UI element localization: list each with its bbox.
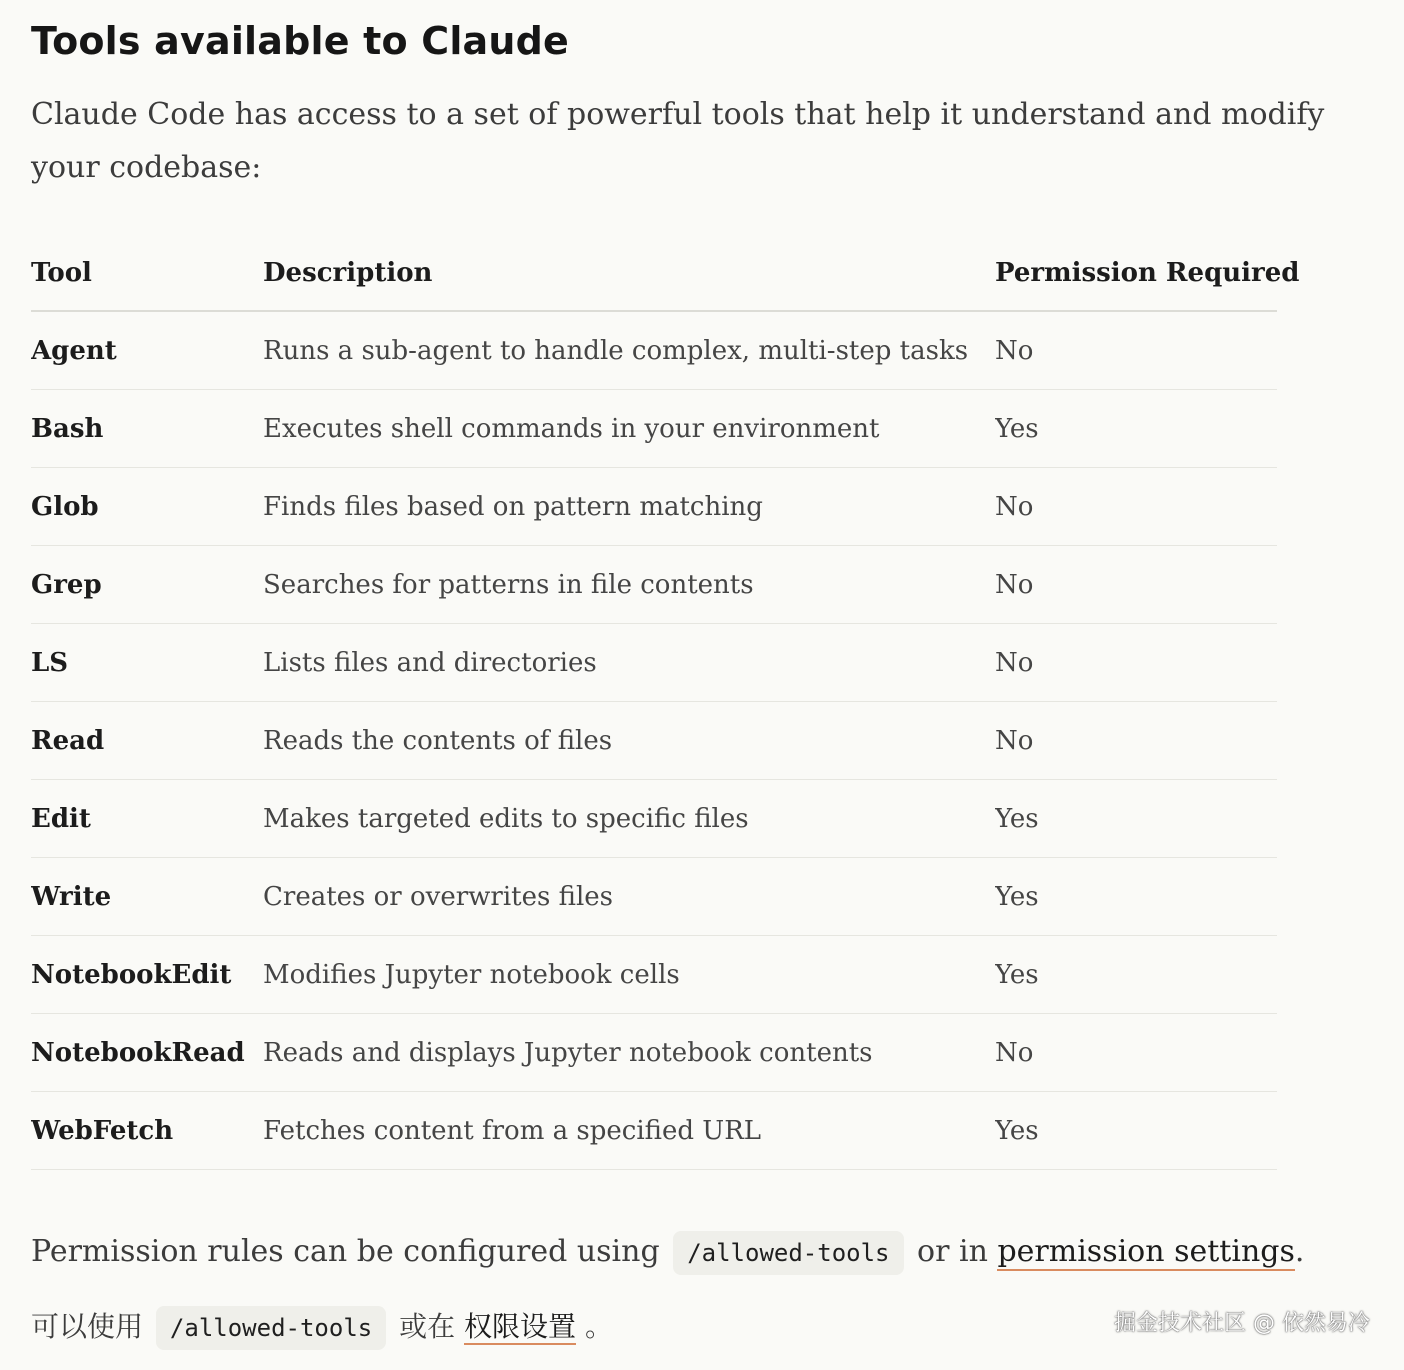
tool-description: Finds files based on pattern matching xyxy=(263,468,995,546)
table-header xyxy=(31,235,1300,311)
tool-name: Write xyxy=(31,858,263,936)
cn-prefix-text: 可以使用 xyxy=(31,1310,144,1343)
rules-suffix-text: . xyxy=(1294,1234,1305,1269)
tool-name: Agent xyxy=(31,311,263,390)
cn-suffix-text: 。 xyxy=(584,1310,613,1343)
tool-permission: No xyxy=(995,546,1277,624)
tool-description: Fetches content from a specified URL xyxy=(263,1092,995,1170)
table-row xyxy=(31,858,1277,936)
tool-description: Runs a sub-agent to handle complex, multi-step tasks xyxy=(263,311,995,390)
tool-permission: Yes xyxy=(995,780,1277,858)
tools-table xyxy=(31,235,1300,1170)
header-permission-required: Permission Required xyxy=(995,235,1277,311)
tool-permission: Yes xyxy=(995,390,1277,468)
header-description: Description xyxy=(263,235,995,311)
tool-name: Edit xyxy=(31,780,263,858)
cn-allowed-tools-code: /allowed-tools xyxy=(156,1306,386,1350)
table-row xyxy=(31,1014,1277,1092)
tool-name: Read xyxy=(31,702,263,780)
tool-name: WebFetch xyxy=(31,1092,263,1170)
chinese-translation-paragraph xyxy=(31,1301,613,1353)
tool-name: LS xyxy=(31,624,263,702)
tool-permission: No xyxy=(995,311,1277,390)
rules-middle-text: or in xyxy=(917,1234,988,1269)
tool-permission: No xyxy=(995,1014,1277,1092)
tool-name: Grep xyxy=(31,546,263,624)
table-row xyxy=(31,624,1277,702)
tool-permission: No xyxy=(995,624,1277,702)
tool-description: Reads the contents of files xyxy=(263,702,995,780)
page-title: Tools available to Claude xyxy=(31,19,570,63)
table-row xyxy=(31,468,1277,546)
table-row xyxy=(31,311,1277,390)
permission-rules-paragraph xyxy=(31,1226,1304,1278)
header-tool: Tool xyxy=(31,235,263,311)
juejin-watermark: 掘金技术社区 @ 依然易冷 xyxy=(1114,1311,1370,1336)
table-row xyxy=(31,1092,1277,1170)
tool-description: Modifies Jupyter notebook cells xyxy=(263,936,995,1014)
tool-description: Searches for patterns in file contents xyxy=(263,546,995,624)
permission-settings-link[interactable]: permission settings xyxy=(997,1234,1295,1269)
table-row xyxy=(31,546,1277,624)
tool-description: Executes shell commands in your environment xyxy=(263,390,995,468)
table-row xyxy=(31,390,1277,468)
tool-permission: No xyxy=(995,702,1277,780)
table-body xyxy=(31,311,1277,1170)
tool-permission: No xyxy=(995,468,1277,546)
cn-permission-settings-link[interactable]: 权限设置 xyxy=(464,1310,577,1343)
table-row xyxy=(31,702,1277,780)
table-row xyxy=(31,780,1277,858)
tool-description: Lists files and directories xyxy=(263,624,995,702)
rules-prefix-text: Permission rules can be configured using xyxy=(31,1234,660,1269)
tool-permission: Yes xyxy=(995,858,1277,936)
tool-name: NotebookRead xyxy=(31,1014,263,1092)
table-header-row xyxy=(31,235,1277,311)
tool-permission: Yes xyxy=(995,936,1277,1014)
tool-name: NotebookEdit xyxy=(31,936,263,1014)
tool-description: Makes targeted edits to specific files xyxy=(263,780,995,858)
tool-name: Glob xyxy=(31,468,263,546)
allowed-tools-code: /allowed-tools xyxy=(673,1231,903,1275)
cn-middle-text: 或在 xyxy=(399,1310,456,1343)
tool-description: Creates or overwrites files xyxy=(263,858,995,936)
table-row xyxy=(31,936,1277,1014)
tool-description: Reads and displays Jupyter notebook contents xyxy=(263,1014,995,1092)
tool-permission: Yes xyxy=(995,1092,1277,1170)
intro-paragraph: Claude Code has access to a set of powerful tools that help it understand and modify your codebase: xyxy=(31,97,1325,185)
tool-name: Bash xyxy=(31,390,263,468)
